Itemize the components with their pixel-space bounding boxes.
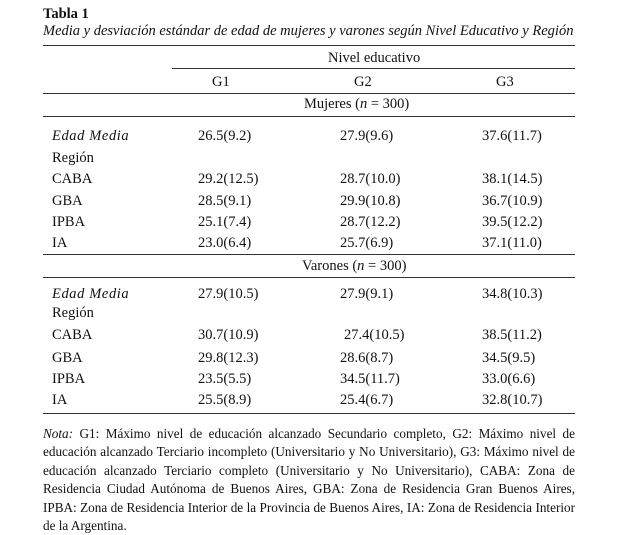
row-label-ipba: IPBA: [52, 371, 86, 387]
table-caption: Media y desviación estándar de edad de mujeres y varones según Nivel Educativo y Región: [43, 23, 574, 39]
row-label-ipba: IPBA: [52, 214, 86, 230]
rule-mujeres: [43, 116, 575, 117]
section-label-mujeres: Mujeres (n = 300): [304, 96, 410, 112]
row-label-ia: IA: [52, 392, 68, 408]
row-label-gba: GBA: [52, 350, 83, 366]
row-label-region: Región: [52, 305, 94, 321]
table-cell: 34.5(9.5): [482, 350, 536, 366]
table-cell: 39.5(12.2): [482, 214, 543, 230]
table-cell: 27.9(10.5): [198, 286, 259, 302]
row-label-edad-media: Edad Media: [52, 286, 130, 302]
row-label-region: Región: [52, 150, 94, 166]
section-label-varones: Varones (n = 300): [302, 258, 407, 274]
note-text: G1: Máximo nivel de educación alcanzado Secundario completo, G2: Máximo nivel de educación alcanzado Terciario incompleto (Universitario y No Universitario), G3: Máximo nivel de educación alcanzado Terciario completo (Universitario y No Universitario), CABA: Zona de Residencia Ciudad Autónoma de Buenos Aires, GBA: Zona de Residencia Gran Buenos Aires, IPBA: Zona de Residencia Interior de la Provincia de Buenos Aires, IA: Zona de Residencia Interior de la Argentina.: [43, 426, 575, 534]
table-cell: 29.2(12.5): [198, 171, 259, 187]
table-cell: 37.1(11.0): [482, 235, 542, 251]
table-cell: 33.0(6.6): [482, 371, 536, 387]
group-header: Nivel educativo: [328, 50, 421, 66]
table-cell: 25.1(7.4): [198, 214, 252, 230]
table-cell: 34.8(10.3): [482, 286, 543, 302]
row-label-caba: CABA: [52, 171, 93, 187]
rule-group: [172, 68, 575, 69]
table-cell: 36.7(10.9): [482, 193, 543, 209]
table-cell: 28.5(9.1): [198, 193, 252, 209]
table-cell: 29.9(10.8): [340, 193, 401, 209]
column-header-g1: G1: [212, 74, 230, 90]
column-header-g2: G2: [354, 74, 372, 90]
table-cell: 28.7(12.2): [340, 214, 401, 230]
table-cell: 28.6(8.7): [340, 350, 394, 366]
table-cell: 25.5(8.9): [198, 392, 252, 408]
table-cell: 38.1(14.5): [482, 171, 543, 187]
table-cell: 25.7(6.9): [340, 235, 394, 251]
table-cell: 30.7(10.9): [198, 327, 259, 343]
rule-columns: [43, 93, 575, 94]
table-cell: 26.5(9.2): [198, 128, 252, 144]
rule-top: [43, 45, 575, 46]
row-label-ia: IA: [52, 235, 68, 251]
row-label-gba: GBA: [52, 193, 83, 209]
rule-varones: [43, 277, 575, 278]
table-cell: 23.0(6.4): [198, 235, 252, 251]
table-cell: 32.8(10.7): [482, 392, 543, 408]
table-cell: 25.4(6.7): [340, 392, 394, 408]
table-cell: 27.9(9.1): [340, 286, 394, 302]
table-cell: 28.7(10.0): [340, 171, 401, 187]
note-label: Nota:: [43, 426, 74, 441]
table-cell: 34.5(11.7): [340, 371, 400, 387]
table-cell: 27.9(9.6): [340, 128, 394, 144]
rule-bottom: [43, 413, 575, 414]
table-cell: 37.6(11.7): [482, 128, 542, 144]
table-cell: 38.5(11.2): [482, 327, 542, 343]
table-cell: 23.5(5.5): [198, 371, 252, 387]
column-header-g3: G3: [496, 74, 514, 90]
table-cell: 29.8(12.3): [198, 350, 259, 366]
table-cell: 27.4(10.5): [344, 327, 405, 343]
table-title: Tabla 1: [43, 6, 89, 22]
rule-mid: [43, 254, 575, 255]
table-note: [43, 425, 575, 535]
row-label-caba: CABA: [52, 327, 93, 343]
row-label-edad-media: Edad Media: [52, 128, 130, 144]
